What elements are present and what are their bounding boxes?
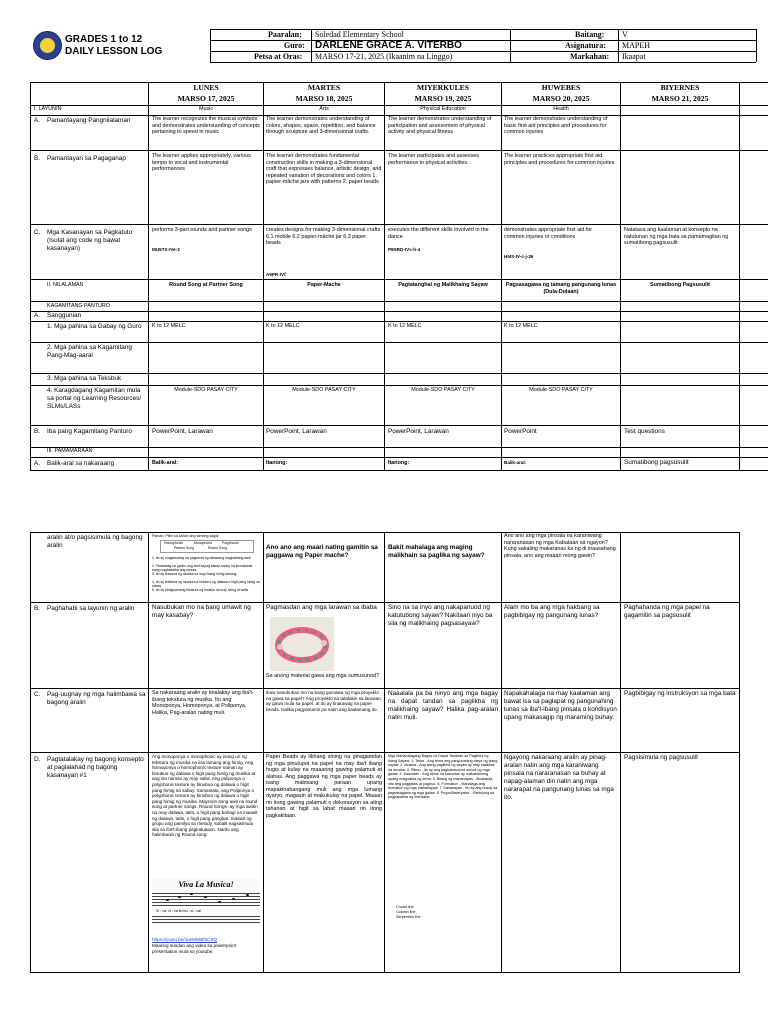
layunin-heading: I. LAYUNIN [34, 106, 62, 112]
row1-martes: K to 12 MELC [266, 323, 300, 329]
row1-title: 1. Mga pahina sa Gabay ng Guro [47, 323, 142, 330]
pamamaraan-heading: III. PAMAMARAAN [47, 448, 93, 454]
paaralan-label: Paaralan: [268, 30, 302, 39]
row-a-huwebes: The learner demonstrates understanding of basic first aid principles and procedures for common injuries [504, 116, 608, 135]
guro-value: DARLENE GRACE A. VITERBO [315, 40, 462, 51]
row-b2-biyernes: Test questions [624, 428, 665, 435]
cont-title: aralin at/o pagsisimula ng bagong aralin [47, 534, 143, 549]
row-c3-miyerkules: Naaalala pa ba ninyo ang mga bagay na dapat tandan sa paglikha ng malikhaing sayaw? Halika pag-aralan natin muli. [388, 690, 498, 721]
asignatura-value: MAPEH [622, 41, 651, 50]
row-c3-martes: Ikaw nasubukan mo na bang gumawa ng mga proyekto na gawa sa papel? Ang proyekto na tatalakin sa larawan ay gawa mula sa papel, at ito ay tinatawag na paper beads. Halika pagyamanin pa natin ang kaalamang ito. [266, 690, 381, 712]
nilalaman-miyerkules: Pagtatanghal ng Malikhaing Sayaw [398, 282, 488, 288]
paaralan-value: Soledad Elementary School [315, 30, 404, 39]
nilalaman-heading: II. NILALAMAN [47, 282, 84, 288]
worksheet-item-3: 3. Ito ay tekstura ng musika na may iisang himig lamang. [152, 572, 238, 576]
worksheet-choice-5: Round Song [208, 546, 227, 550]
row-d3-label: D. [34, 756, 41, 763]
row-b2-miyerkules: PowerPoint, Larawan [388, 428, 449, 435]
row-b2-title: Iba pang Kagamitang Panturo [47, 428, 132, 435]
row-d3-biyernes: Pagsisimula ng pagsusulit [624, 754, 698, 761]
petsa-value: MARSO 17-21, 2025 (Ikaanim na Linggo) [315, 52, 453, 61]
row-d3-huwebes: Ngayong nakaraang aralin ay pinag-aralan natin ang mga karaniwang pinsala na nararanasan sa buhay at napag-alaman din natin ang mga nararapat na pangunang lunas sa mga ito. [504, 754, 614, 801]
song-lyrics: Vi - va, vi - va la mu - si - ca! [156, 909, 202, 913]
deped-seal-icon [33, 31, 62, 60]
pe-list-3: Serpentine line [396, 915, 421, 919]
nilalaman-martes: Paper-Mache [307, 282, 341, 288]
baitang-label: Baitang: [575, 30, 605, 39]
asignatura-label: Asignatura: [565, 41, 606, 50]
row-b-martes: The learner demonstrates fundamental construction skills in making a 3-dimensional craft that expresses balance, artistic design, and repeated variation of decorations and colors 1. papier-mâché jars with patterns 2. paper beads [266, 153, 382, 185]
markahan-label: Markahan: [570, 52, 610, 61]
row-c-miyerkules: executes the different skills involved in the dance [388, 227, 489, 240]
worksheet-item-2: 2. Tinatawag na ganito ang awit kapag sabay-sabay na kumakanta nang magkakaiba ang simula. [152, 564, 253, 573]
balik-biyernes: Sumatibong pagsusulit [624, 459, 689, 466]
row-b-lunes: The learner applies appropriately, various tempo to vocal and instrumental performances [152, 153, 251, 172]
row1-miyerkules: K to 12 MELC [388, 323, 422, 329]
row-d3-title: Pagtatalakay ng bagong konsepto at paglalahad ng bagong kasanayan #1 [47, 756, 144, 779]
row-b2-martes: PowerPoint, Larawan [266, 428, 327, 435]
row-b3-title: Paghahabi sa layunin ng aralin [47, 605, 135, 612]
pe-list-1: Choral line [396, 905, 414, 909]
worksheet-choice-2: Monophonic [194, 541, 213, 545]
row-c3-lunes: Sa nakaraang aralin ay tinalakay ang iba't-ibang tekstura ng musika. Ito ang Monoponya, Homoponya, at Poliponya. Halika, Pag-aralan nating muli. [152, 690, 254, 716]
form-title-line1: GRADES 1 to 12 [65, 34, 143, 45]
row2-title: 2. Mga pahina sa Kagamitang Pang-Mag-aaral [47, 344, 132, 359]
row-b3-martes: Pagmasdan ang mga larawan sa ibaba [266, 604, 377, 611]
baitang-value: V [622, 30, 628, 39]
row-c3-biyernes: Pagbibigay ng instruksyon sa mga bata [624, 690, 736, 697]
row-c-martes-code: A5PR-IVf [266, 272, 286, 277]
day-header-martes: MARTES [307, 83, 341, 92]
lunes-worksheet [152, 534, 260, 600]
balik-huwebes: Balik-aral: [504, 460, 527, 465]
worksheet-item-5: 5. Ito ay pinagsamang tekstura ng musika na may himig at saliw. [152, 588, 249, 592]
row-c-lunes: performs 3-part rounds and partner songs [152, 227, 252, 233]
row-c3-title: Pag-uugnay ng mga halimbawa sa bagong aralin [47, 691, 146, 706]
row-b-miyerkules: The learner participates and assesses performance in physical activities. [388, 153, 480, 166]
petsa-label: Petsa at Oras: [254, 52, 303, 61]
kagamitan-heading: KAGAMITANG PANTURO [47, 303, 110, 309]
row-a-martes: The learner demonstrates understanding of colors, shapes, space, repetition, and balance through sculpture and 3-dimensional crafts. [266, 116, 376, 135]
row-a-lunes: The learner recognizes the musical symbols and demonstrates understanding of concepts pertaining to speed in music [152, 116, 260, 135]
form-title-line2: DAILY LESSON LOG [65, 46, 163, 57]
row-c-biyernes: Natatasa ang kaalaman at konsepto na natutunan ng mga bata sa pamamagitan ng sumatibong pagsusulit [624, 227, 729, 246]
row-a-title: Pamantayang Pangnilalaman [47, 117, 131, 124]
row-b2-huwebes: PowerPoint [504, 428, 537, 435]
row-b-label: B. [34, 155, 41, 162]
sanggunian-label: A. [34, 312, 41, 319]
nilalaman-biyernes: Sumatibong Pagsusulit [650, 282, 710, 288]
date-header-miyerkules: MARSO 19, 2025 [414, 94, 472, 103]
row-b3-lunes: Nasubukan mo na bang umawit ng may kasabay? [152, 604, 251, 619]
sanggunian-title: Sanggunian [47, 312, 82, 319]
row-d3-lunes: Ang monoponya o monophonic ay isang uri ng tekstura ng musika na iisa lamang ang himig. Ang homoponya o homophonic texture naman ay binubuo ng dalawa o higit pang himig ng musika at ang isa naman ay may saliw. Ang poliponya o polyphonic texture ay binubuo ng dalawa o higit pang himig na sabay. Samantala, ang Poliponya o polyphonic texture ay binubuo ng dalawa o higit pang himig ng musika. Mayroon itong awit na round song at partner songs. Round Songs- ay mga awitin na may dalawa, tatlo, o higit pang bahagi na inaawit ng dalawa, tatlo, o higit pang pangkat. Inaawit ng grupo ang pamilya sa melody, subalit nagsisimula sila sa iba't-ibang pagkakataon. Narito ang halimbawa ng Round song: [152, 754, 258, 838]
row-c3-label: C. [34, 691, 41, 698]
area-health: Health [553, 106, 569, 112]
row-b-huwebes: The learner practices appropriate first aid principles and procedures for common injuries [504, 153, 615, 166]
row-a-label: A. [34, 117, 41, 124]
area-arts: Arts [319, 106, 329, 112]
nilalaman-lunes: Round Song at Partner Song [169, 282, 243, 288]
cont-miyerkules: Bakit mahalaga ang maging malikhain sa paglika ng sayaw? [388, 544, 485, 559]
song-title: Viva La Musica! [178, 880, 234, 889]
date-header-huwebes: MARSO 20, 2025 [532, 94, 590, 103]
row-c-martes: creates designs for making 3-dimensional crafts 6.1 mobile 6.2 papier-mâché jar 6.3 paper beads [266, 227, 381, 246]
row1-huwebes: K to 12 MELC [504, 323, 538, 329]
balik-label: A. [34, 460, 41, 467]
nilalaman-huwebes: Pagsasagawa ng tamang pangunang lunas (Dula-Dulaan) [505, 282, 617, 295]
row-c-label: C. [34, 229, 41, 236]
row3-title: 3. Mga pahina sa Teksbuk [47, 375, 122, 382]
row-b2-lunes: PowerPoint, Larawan [152, 428, 213, 435]
worksheet-item-1: 1. Ito ay magkasabay na pagkanta ng dalawang magkaibang awit. [152, 556, 252, 560]
row-b3-miyerkules: Sino na sa inyo ang nakapanuod ng katutubong sayaw? Nakitaan niyo ba sila ng malikhaing pagsasayaw? [388, 604, 493, 627]
cont-martes: Ano ano ang maari nating gamitin sa paggawa ng Paper mache? [266, 544, 378, 559]
balik-lunes: Balik-aral: [152, 460, 179, 466]
row-d3-miyerkules: Mga Mahahalagang Bagay na Dapat Tandaan sa Paglikha ng Isang Sayaw: 1. Tema - Ang tema ang pangunahing ideya ng isang sayaw. 2. Musika - Ang isang paglikha ng sayaw ay may kaakibat na musika. 3. Ritmo - Ito ay ang pagkakasunod-sunod ng mga galaw. 4. Kasuotan - Ang akma na kasuotan ay makatutulong upang magpakita ng tema. 5. Bilang ng mananayaw - Itinatakda nito ang paggalaw at pagbuo. 6. Formation - Mahalaga ang formation ng mga mananayaw. 7. Kasanayan - Ito ay ang husay sa pagsasagawa ng mga galaw. 8. Props/Materyales - Pantulong sa pagpapakita ng mensahe. [388, 754, 498, 800]
row4-huwebes: Module-SDO PASAY CITY [529, 387, 593, 393]
row-b3-huwebes: Alam mo ba ang mga hakbang sa pagbibigay ng pangunang lunas? [504, 604, 600, 619]
row4-lunes: Module-SDO PASAY CITY [174, 387, 238, 393]
markahan-value: Ikaapat [622, 52, 646, 61]
row-c-lunes-code: MU5TX-IVe-2 [152, 247, 180, 252]
worksheet-choice-4: Partner Song [174, 546, 194, 550]
row-c-huwebes: demonstrates appropriate first aid for common injuries or conditions [504, 227, 593, 240]
guro-label: Guro: [284, 41, 305, 50]
pe-list-2: Column line [396, 910, 416, 914]
paper-beads-bracelet-image [270, 617, 334, 671]
balik-martes: Itanong: [266, 460, 288, 466]
row-b3-martes-caption: Sa anong material gawa ang mga sumusunod? [266, 673, 379, 679]
row-c-miyerkules-code: PE5RD-IVc-h-4 [388, 247, 421, 252]
row-b2-label: B. [34, 428, 41, 435]
date-header-biyernes: MARSO 21, 2025 [651, 94, 709, 103]
row-c3-huwebes: Napakahalaga na may kaalaman ang bawat isa sa paglapat ng pangunahing lunas sa iba't-ibang pinsala o kondisyon upang makasagip ng maraming buhay. [504, 690, 617, 721]
row-b3-label: B. [34, 605, 41, 612]
worksheet-choice-1: Homophonic [164, 541, 184, 545]
row-c-title: Mga Kasanayan sa Pagkatuto (Isulat ang code ng bawat kasanayan) [47, 229, 133, 252]
row-b-title: Pamantayan sa Pagaganap [47, 155, 126, 162]
balik-title: Balik-aral sa nakaraang [47, 460, 115, 467]
row-d3-martes: Paper Beads ay likhang sining na ginagamitan ng mga pinulupot na papel na may iba't ibang hugis at kulay na maaaring gawing palamuti at alahas. Ang paggawa ng mga paper beads ay isang mabisang paraan upang mapakinabangang muli ang mga lumang dyaryo, magasin at makukulay na papel. Maaari rin itong gawing palamuti o dekorasyon sa ating tahanan at higit sa lahat maaari rin itong pagkakitaan. [266, 754, 382, 819]
day-header-huwebes: HUWEBES [541, 83, 581, 92]
cont-huwebes: Ano ano ang mga pinsala na karaniwang nararanasan ng mga Kabataan sa ngayon? Kung sakaling makaranas ka ng di inaasahang pinsala, ano ang maaari mong gawin? [504, 533, 616, 559]
worksheet-choice-3: Polyphonic [222, 541, 239, 545]
row-c-huwebes-code: H5IS-IV-c-j-36 [504, 254, 534, 259]
day-header-miyerkules: MIYERKULES [417, 83, 469, 92]
area-music: Music [198, 106, 214, 112]
row4-martes: Module-SDO PASAY CITY [292, 387, 356, 393]
youtube-caption: Maaring sundan ang video sa powerpoint presentation mula sa youtube. [152, 943, 237, 954]
day-header-lunes: LUNES [193, 83, 219, 92]
date-header-lunes: MARSO 17, 2025 [177, 94, 235, 103]
day-header-biyernes: BIYERNES [660, 83, 700, 92]
row1-lunes: K to 12 MELC [152, 323, 186, 329]
worksheet-instruction: Panuto: Piliin sa kahon ang tamang sagot. [152, 534, 220, 538]
date-header-martes: MARSO 18, 2025 [295, 94, 353, 103]
balik-miyerkules: Itanong: [388, 460, 410, 466]
worksheet-item-4: 4. Ito ay tekstura ng musika na binubuo ng dalawa o higit pang himig na sabay. [152, 580, 260, 589]
row-b3-biyernes: Paghahanda ng mga papel na gagamitin sa pagsusulit [624, 604, 710, 619]
area-pe: Physical Education [420, 106, 466, 112]
row4-title: 4. Karagdagang Kagamitan mula sa portal ng Learning Resources/ SLMs/LASs [47, 387, 142, 410]
row-a-miyerkules: The learner demonstrates understanding of participation and assessment of physical activity and physical fitness [388, 116, 492, 135]
row4-miyerkules: Module-SDO PASAY CITY [411, 387, 475, 393]
youtube-link[interactable]: https://youtu.be/JueMWBf3CSQ [152, 937, 218, 942]
